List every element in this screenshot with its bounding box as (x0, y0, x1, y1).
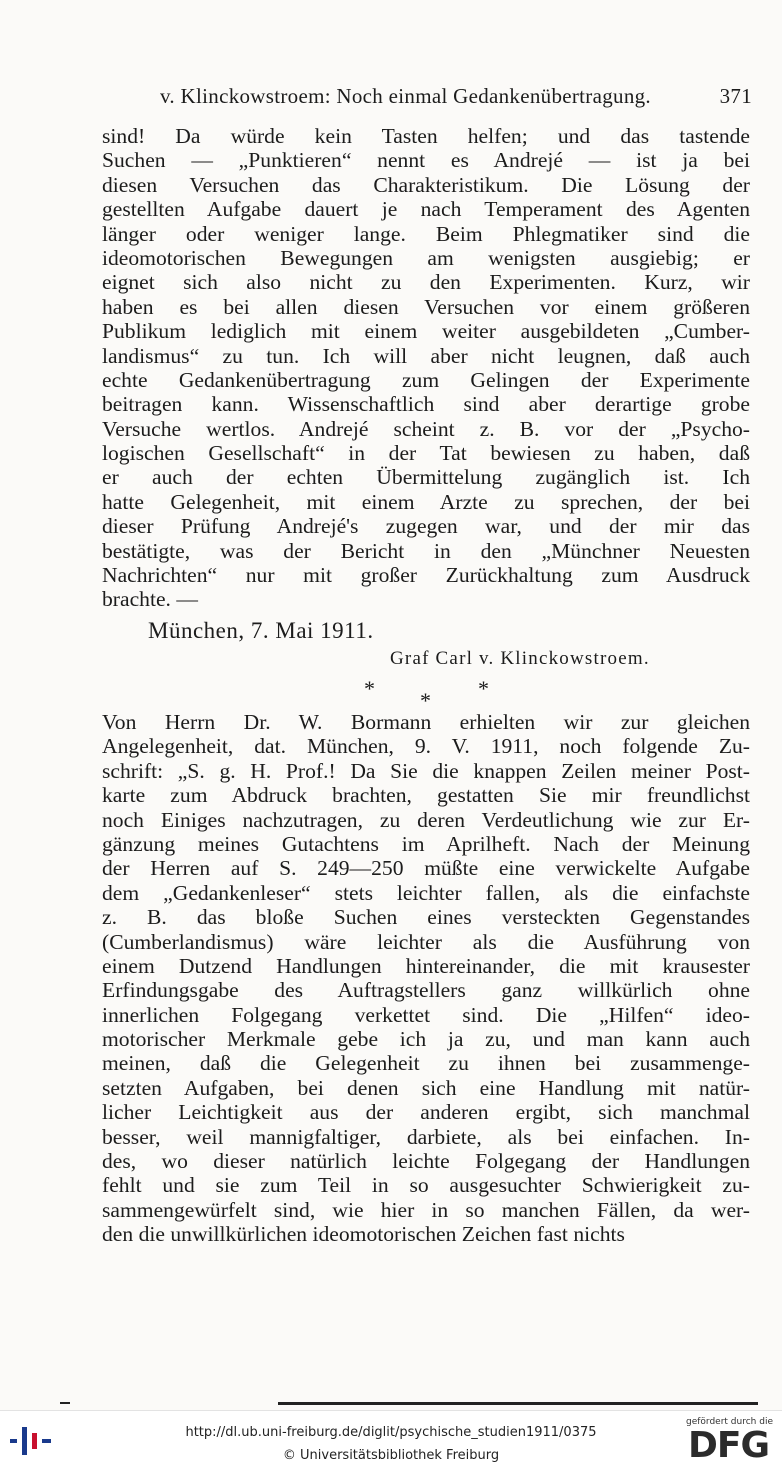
dfg-logo: DFG (688, 1425, 770, 1466)
text-line: dieser Prüfung Andrejé's zugegen war, und der mir das (102, 514, 750, 539)
source-url-link[interactable]: http://dl.ub.uni-freiburg.de/diglit/psychische_studien1911/0375 (185, 1425, 597, 1440)
text-line: besser, weil mannigfaltiger, darbiete, als bei einfachen. In- (102, 1124, 750, 1149)
text-line: haben es bei allen diesen Versuchen vor einem größeren (102, 294, 750, 319)
page-number: 371 (719, 84, 752, 108)
running-title: v. Klinckowstroem: Noch einmal Gedankenübertragung. (160, 84, 651, 108)
text-line: des, wo dieser natürlich leichte Folgegang der Handlungen (102, 1149, 750, 1174)
text-line: licher Leichtigkeit aus der anderen ergibt, sich manchmal (102, 1100, 750, 1125)
separator-star: * (420, 688, 431, 713)
text-line: noch Einiges nachzutragen, zu deren Verdeutlichung wie zur Er- (102, 807, 750, 832)
text-line: dem „Gedankenleser“ stets leichter fallen, als die einfachste (102, 880, 750, 905)
text-line: Angelegenheit, dat. München, 9. V. 1911, noch folgende Zu- (102, 734, 750, 759)
text-line: brachte. — (102, 587, 198, 612)
text-line: karte zum Abdruck brachten, gestatten Sie mir freundlichst (102, 783, 750, 808)
text-line: Erfindungsgabe des Auftragstellers ganz willkürlich ohne (102, 978, 750, 1003)
text-line: eignet sich also nicht zu den Experimenten. Kurz, wir (102, 270, 750, 295)
text-line: den die unwillkürlichen ideomotorischen Zeichen fast nichts (102, 1222, 625, 1247)
text-line: Publikum lediglich mit einem weiter ausgebildeten „Cumber- (102, 319, 750, 344)
text-line: z. B. das bloße Suchen eines versteckten Gegenstandes (102, 905, 750, 930)
text-line: ideomotorischen Bewegungen am wenigsten ausgiebig; er (102, 245, 750, 270)
separator-star: * (364, 676, 375, 701)
signature: Graf Carl v. Klinckowstroem. (390, 648, 650, 669)
text-line: schrift: „S. g. H. Prof.! Da Sie die knappen Zeilen meiner Post- (102, 758, 750, 783)
text-line: Von Herrn Dr. W. Bormann erhielten wir zur gleichen (102, 710, 750, 734)
text-line: Versuche wertlos. Andrejé scheint z. B. vor der „Psycho- (102, 416, 750, 441)
text-line: sammengewürfelt sind, wie hier in so manchen Fällen, da wer- (102, 1197, 750, 1222)
copyright-text: © Universitätsbibliothek Freiburg (282, 1448, 500, 1463)
text-line: einem Dutzend Handlungen hintereinander, die mit krausester (102, 953, 750, 978)
paragraph-2 (102, 710, 750, 1247)
text-line: sind! Da würde kein Tasten helfen; und das tastende (102, 124, 750, 148)
text-line: beitragen kann. Wissenschaftlich sind aber derartige grobe (102, 392, 750, 417)
text-line: hatte Gelegenheit, mit einem Arzte zu sprechen, der bei (102, 489, 750, 514)
text-line: (Cumberlandismus) wäre leichter als die Ausführung von (102, 929, 750, 954)
text-line: fehlt und sie zum Teil in so ausgesuchter Schwierigkeit zu- (102, 1173, 750, 1198)
text-line: meinen, daß die Gelegenheit zu ihnen bei zusammenge- (102, 1051, 750, 1076)
text-line: Suchen — „Punktieren“ nennt es Andrejé — ist ja bei (102, 148, 750, 173)
text-line: länger oder weniger lange. Beim Phlegmatiker sind die (102, 221, 750, 246)
text-line: gänzung meines Gutachtens im Aprilheft. Nach der Meinung (102, 831, 750, 856)
text-line: echte Gedankenübertragung zum Gelingen der Experimente (102, 367, 750, 392)
text-line: motorischer Merkmale gebe ich ja zu, und man kann auch (102, 1027, 750, 1052)
page-rule-mark (60, 1402, 70, 1404)
dfg-tagline: gefördert durch die (686, 1417, 773, 1427)
text-line: Nachrichten“ nur mit großer Zurückhaltung zum Ausdruck (102, 563, 750, 588)
text-line: landismus“ zu tun. Ich will aber nicht leugnen, daß auch (102, 343, 750, 368)
text-line: bestätigte, was der Bericht in den „Münchner Neuesten (102, 538, 750, 563)
separator-star: * (478, 676, 489, 701)
text-line: gestellten Aufgabe dauert je nach Temperament des Agenten (102, 197, 750, 222)
text-line: innerlichen Folgegang verkettet sind. Die „Hilfen“ ideo- (102, 1002, 750, 1027)
text-line: logischen Gesellschaft“ in der Tat bewiesen zu haben, daß (102, 441, 750, 466)
running-header (160, 84, 752, 109)
page-bottom-rule (278, 1402, 758, 1405)
text-line: er auch der echten Übermittelung zugänglich ist. Ich (102, 465, 750, 490)
text-line: der Herren auf S. 249—250 müßte eine verwickelte Aufgabe (102, 856, 750, 881)
viewer-footer (0, 1410, 782, 1470)
text-line: diesen Versuchen das Charakteristikum. Die Lösung der (102, 172, 750, 197)
paragraph-1 (102, 124, 750, 612)
dateline: München, 7. Mai 1911. (148, 618, 374, 643)
text-line: setzten Aufgaben, bei denen sich eine Handlung mit natür- (102, 1075, 750, 1100)
